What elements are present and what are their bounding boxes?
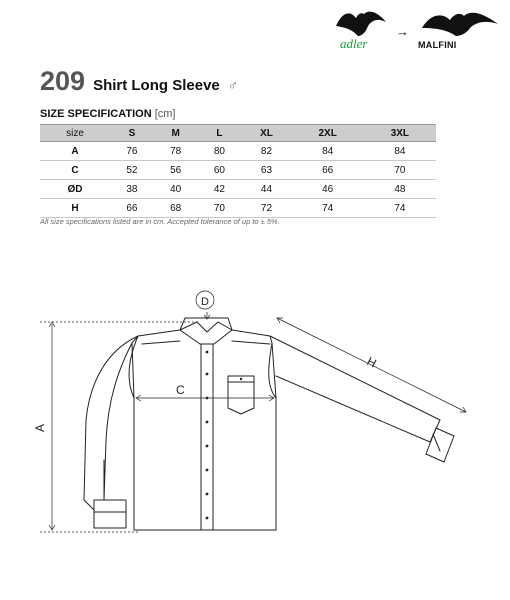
brand-logos <box>334 6 504 56</box>
column-header: S <box>110 125 154 142</box>
table-cell: 48 <box>364 180 436 199</box>
adler-eagle-icon <box>334 6 390 40</box>
spec-unit: [cm] <box>154 108 176 120</box>
male-icon: ♂ <box>227 77 239 93</box>
spec-heading <box>40 108 175 120</box>
table-cell: 70 <box>198 199 242 218</box>
button <box>206 421 209 424</box>
table-cell: 82 <box>241 142 291 161</box>
table-cell: 78 <box>154 142 198 161</box>
product-name: Shirt Long Sleeve <box>93 77 220 94</box>
button <box>206 351 209 354</box>
left-cuff <box>94 500 126 528</box>
table-cell: 76 <box>110 142 154 161</box>
table-cell: H <box>40 199 110 218</box>
label-h: H <box>364 354 379 371</box>
table-cell: 72 <box>241 199 291 218</box>
column-header: M <box>154 125 198 142</box>
table-cell: 80 <box>198 142 242 161</box>
label-d: D <box>201 296 209 308</box>
table-cell: 74 <box>292 199 364 218</box>
left-sleeve-inner <box>104 343 132 500</box>
table-cell: A <box>40 142 110 161</box>
table-cell: 68 <box>154 199 198 218</box>
yoke-right <box>232 341 270 344</box>
table-cell: 70 <box>364 161 436 180</box>
table-cell: 60 <box>198 161 242 180</box>
tolerance-note: All size specifications listed are in cm. Accepted tolerance of up to ± 5%. <box>40 217 280 226</box>
shirt-diagram <box>0 280 510 600</box>
table-cell: C <box>40 161 110 180</box>
button <box>206 373 209 376</box>
button <box>206 517 209 520</box>
table-cell: ØD <box>40 180 110 199</box>
malfini-wordmark: MALFINI <box>418 40 457 50</box>
adler-logo <box>334 6 390 56</box>
table-cell: 56 <box>154 161 198 180</box>
table-cell: 84 <box>292 142 364 161</box>
table-row <box>40 142 436 161</box>
product-number: 209 <box>40 66 86 96</box>
table-cell: 52 <box>110 161 154 180</box>
pocket-button <box>240 378 242 380</box>
table-cell: 63 <box>241 161 291 180</box>
column-header: 3XL <box>364 125 436 142</box>
table-cell: 74 <box>364 199 436 218</box>
adler-wordmark: adler <box>340 36 368 51</box>
button <box>206 469 209 472</box>
size-table-header <box>40 125 436 142</box>
malfini-bird-icon <box>418 6 504 40</box>
table-cell: 44 <box>241 180 291 199</box>
right-sleeve <box>270 336 440 442</box>
button <box>206 493 209 496</box>
table-cell: 46 <box>292 180 364 199</box>
table-row <box>40 161 436 180</box>
malfini-logo <box>418 6 504 56</box>
table-row <box>40 199 436 218</box>
right-cuff-line <box>433 434 440 451</box>
button <box>206 445 209 448</box>
table-row <box>40 180 436 199</box>
arrow-icon: → <box>396 24 409 39</box>
shirt-body <box>132 330 276 530</box>
collar-fold <box>180 322 232 332</box>
table-cell: 42 <box>198 180 242 199</box>
column-header: 2XL <box>292 125 364 142</box>
spec-heading-text: SIZE SPECIFICATION <box>40 108 152 120</box>
table-cell: 66 <box>292 161 364 180</box>
column-header: size <box>40 125 110 142</box>
column-header: L <box>198 125 242 142</box>
table-cell: 84 <box>364 142 436 161</box>
size-table <box>40 124 436 218</box>
table-cell: 40 <box>154 180 198 199</box>
yoke-left <box>142 341 180 344</box>
label-a: A <box>33 423 47 432</box>
label-c: C <box>176 383 185 397</box>
column-header: XL <box>241 125 291 142</box>
table-cell: 66 <box>110 199 154 218</box>
table-cell: 38 <box>110 180 154 199</box>
right-cuff <box>426 428 454 462</box>
product-title <box>40 66 238 97</box>
